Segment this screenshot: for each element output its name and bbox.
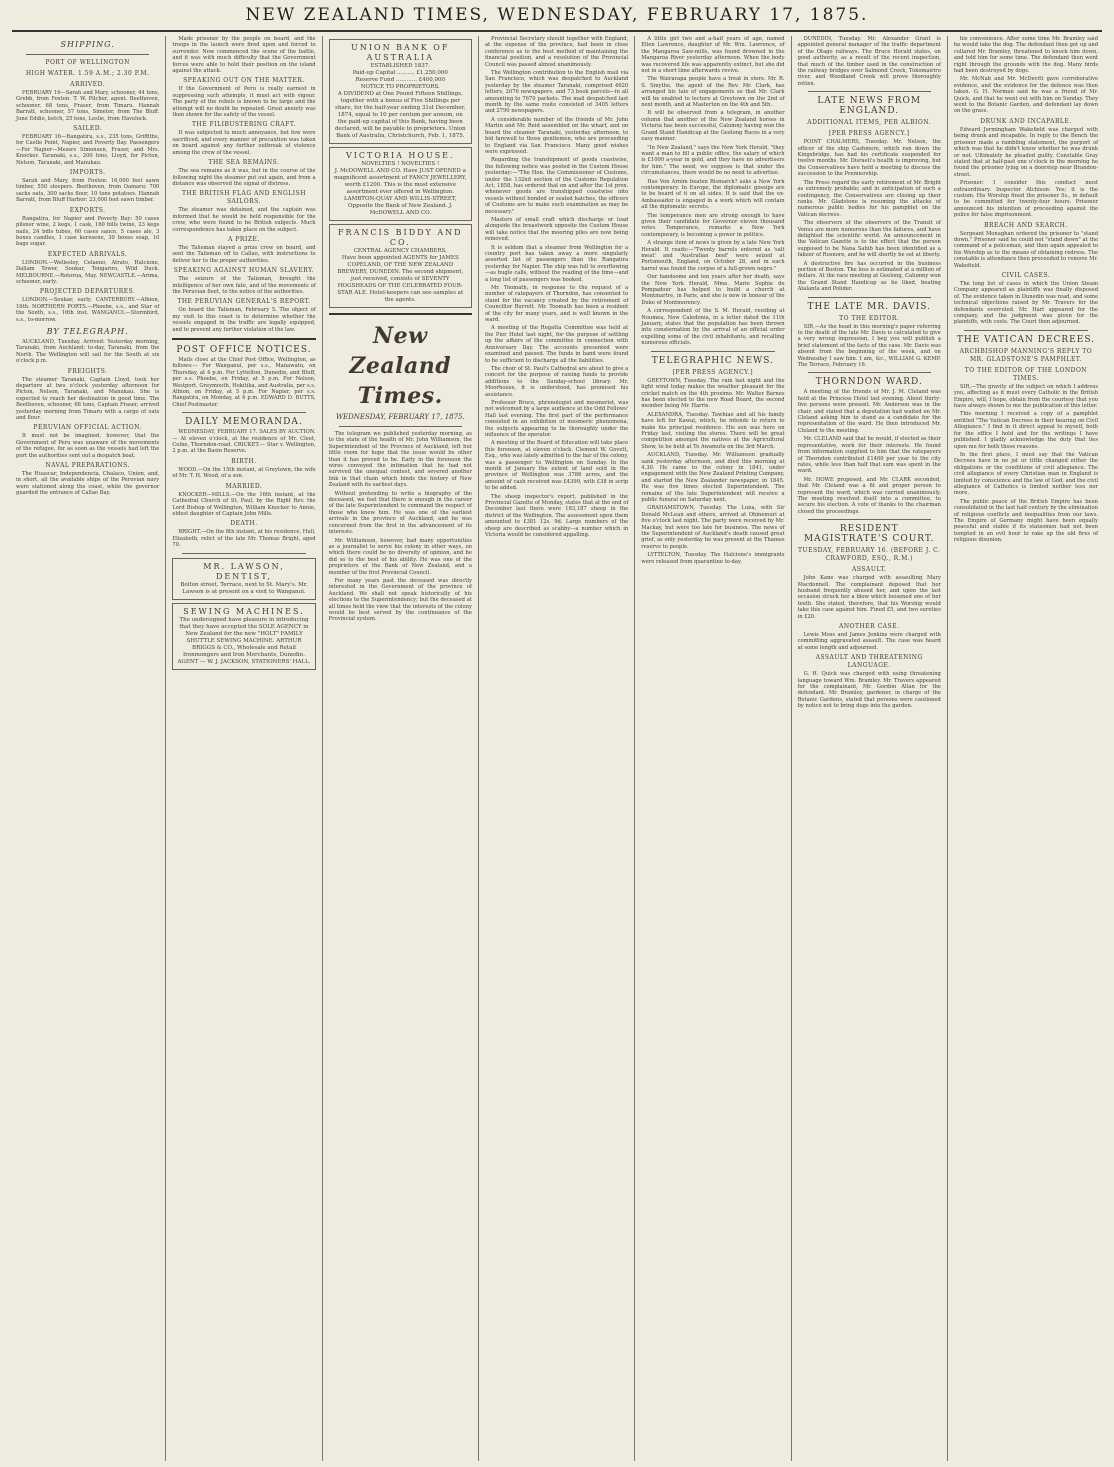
shipping-heading: SHIPPING. — [60, 40, 115, 49]
court-text: John Kane was charged with assaulting Mary Macdonnell. The complainant deposed that her husband frequently abused her, and upon the last occasion struck her a blow which loosened one of her teeth. She stated, therefore, that his Worship would take this case against him. Fined £5, and two sureties in £20. — [797, 575, 941, 620]
newspaper-nameplate: New Zealand Times. — [349, 323, 452, 409]
late-mr-davis-heading: THE LATE MR. DAVIS. — [807, 301, 931, 312]
court-text: The long list of cases in which the Union Steam Company appeared as plaintiffs was finally disposed of. The evidence taken in Dunedin was read, and some technical objections raised by Mr. Travers for the defendants overruled. Mr. Hart appeared for the company, and the judgment was given for the plaintiffs, with costs. The Court then adjourned. — [953, 281, 1099, 326]
editorial-text: For many years past the deceased was directly interested in the Government of the province of Auckland. We shall not speak historically of his elections to the Superintendency; but the deceased at all times held the view that the interests of the colony would be best served by the continuance of the Provincial system. — [328, 577, 472, 623]
tide-times: HIGH WATER. 1.59 A.M.; 2.30 P.M. — [25, 70, 150, 77]
article-text: It is seldom that a steamer from Wellington for a country port has taken away a more singularly assorted list of passengers than the Rangatira yesterday for Napier. The ship was full to overflowing—as bugle calls, without the reading of the time—and a long list of passengers was booked. — [484, 244, 629, 283]
article-text: If the Government of Peru is really earnest in suppressing such attempts, it must act with vigour. The party of the rebels is known to be large and the attempt will no doubt be repeated. Great anxiety was then shown for the safety of the vessel. — [172, 86, 316, 119]
court-text: Prisoner: I consider this conduct most extraordinary. Inspector Atchison: Yes; it is the custom. His Worship fined the prisoner 5s., in default to be committed for twenty-four hours. Prisoner announced his intention of proceeding against the police for false imprisonment. — [953, 180, 1099, 219]
column-6 — [792, 36, 948, 1461]
article-text: The sea remains as it was, but in the course of the following night the steamer put out again, and from a distance was observed the signal of distress. — [172, 168, 316, 187]
imports-text: Sarah and Mary, from Foxton: 16,000 feet sawn timber, 550 sleepers. Beethoven, from Oamaru: 700 sacks oats, 300 sacks flour, 10 tons potatoes. Hannah Barratt, from Bluff Harbor: 23,000 feet sawn timber. — [16, 178, 160, 204]
telegram-text: DUNEDIN, Tuesday. Mr. Alexander Grant is appointed general manager of the traffic department of the Otago railways. The Bruce Herald states, on good authority, as a result of the recent inspection, that much of the timber used in the construction of the railway bridges over Salmond Creek, Tokomairiro river, and Woodland Creek will prove thoroughly rotten. — [797, 36, 941, 87]
union-bank-established: ESTABLISHED 1837. — [370, 63, 431, 69]
arrived-text: FEBRUARY 16—Sarah and Mary, schooner, 44 tons, Grebb, from Foxton. T. W. Pilcher, agent. Beethoven, schooner, 68 tons, Fraser, from Timaru. Hannah Barratt, schooner, 57 tons, Simeter, from The Bluff. June Eddie, ketch, 25 tons, Leslie, from Havelock. — [16, 90, 160, 122]
article-text: The choir of St. Paul's Cathedral are about to give a concert for the purpose of raising funds to provide additions to the Sunday-school library. Mr. Moorhouse, it is understood, has promised his assistance. — [484, 365, 629, 398]
telegram-text: ALEXANDRA, Tuesday. Tawhiao and all his family have left for Kawai, which, he intends to return to make his principal residence. His son was here on Friday last, visiting the stores. There will be great competition amongst the natives at the Agricultural Show, to be held at Te Awamutu on the 3rd March. — [641, 411, 785, 450]
court-text: Sergeant Monaghan ordered the prisoner to "stand down." Prisoner said he could not "stand down" at the command of a policeman, and then again appealed to his Worship as to the means of obtaining redress. The constable is attendance then proceeded to remove Mr. Wakefield. — [953, 230, 1099, 269]
arrived-heading: ARRIVED. — [70, 81, 106, 88]
court-text: his convenience. After some time Mr. Bramley said he would take the dog. The defendant then got up and collared Mr. Bramley, threatened to knock him down, and told him for some time. The defendant then went right through the grounds with the dog. Many birds had been destroyed by dogs. — [953, 36, 1099, 75]
column-2 — [166, 36, 322, 1461]
case-heading: ANOTHER CASE. — [839, 623, 900, 630]
to-the-editor: TO THE EDITOR. — [839, 314, 900, 322]
naval-text: The Huascar, Independencia, Chalaco, Union, and, in short, all the available ships of the Peruvian navy were stationed along the coast, while the governor guarded the entrance of Callao Bay. — [16, 471, 160, 497]
masthead: NEW ZEALAND TIMES, WEDNESDAY, FEBRUARY 17, 1875. — [245, 5, 869, 25]
editorial-text: Without pretending to write a biography of the deceased, we feel that there is enough in the career of the late Superintendent to command the respect of those who knew him. He was one of the earliest arrivals in the province of Auckland, and he was concerned from the first in the advancement of its interests. — [328, 490, 472, 536]
article-text: The Press regard the early retirement of Mr. Bright as extremely probable; and in anticipation of such a contingency, the Conservatives are closing up their ranks. Mr. Gladstone is resuming the attacks of numerous public bodies for his pamphlet on the Vatican decrees. — [797, 179, 941, 218]
birth-heading: BIRTH. — [231, 457, 257, 465]
article-text: POINT CHALMERS, Tuesday. Mr. Nelson, the officer of the ship Cashmere, which ran down the Kingsbridge, has had his certificate suspended for twelve months. Mr. Disraeli's health is improving, but the Conservatives have held a meeting to discuss the succession to the Premiership. — [797, 139, 941, 178]
article-text: Masters of small craft which discharge or load alongside the breastwork opposite the Custom House will take notice that the mooring piles are now being removed. — [484, 216, 629, 243]
press-agency-credit: [PER PRESS AGENCY.] — [829, 130, 910, 138]
column-5 — [635, 36, 791, 1461]
article-text: On board the Talisman, February 5. The object of my visit to this coast is to determine whether the vessels engaged in the traffic are legally equipped, and to prevent any further violation of the law. — [172, 307, 316, 333]
projected-departures-text: LONDON.—Soukar, early. CANTERBURY.—Albion, 16th. NORTHERN PORTS.—Phoebe, s.s., and Star of the South, s.s., 16th inst. WANGANUI.—Stormbird, s.s., to-morrow. — [16, 297, 160, 323]
sewing-ad-text: The undersigned have pleasure in introducing that they have accepted the SOLE AGENCY in New Zealand for the new "HOLT" FAMILY SHUTTLE SEWING MACHINE. ARTHUR BRIGGS & CO., Wholesale and Retail Ironmongers and Iron Merchants, Dunedin. AGENT — W. J. JACKSON, STATIONERS' HALL. — [177, 616, 311, 665]
letter-text: SIR,—The gravity of the subject on which I address you, affecting as it must every Catholic in the British Empire, will, I hope, obtain from the courtesy that you have always shown to me the publication of this letter. — [953, 383, 1099, 410]
case-heading: ASSAULT AND THREATENING LANGUAGE. — [815, 654, 923, 670]
telegraphic-news-heading: TELEGRAPHIC NEWS. — [651, 355, 774, 366]
dentist-ad — [172, 558, 315, 600]
brewery-ad-sub: CENTRAL AGENCY CHAMBERS, — [353, 248, 447, 254]
article-text: Professor Bruce, phrenologist and mesmerist, was not welcomed by a large audience at the Odd Fellows' Hall last evening. The first part of the performance consisted in an exhibition of mesmeric phenomena, the subjects appearing to be thoroughly under the influence of the operator. — [484, 399, 629, 438]
union-bank-text: A DIVIDEND at One Pound Fifteen Shillings, together with a bonus of Five Shillings per share, for the half-year ending 31st December, 1874, equal to 10 per centum per annum, on the paid-up capital of this Bank, having been declared, will be payable to proprietors. Union Bank of Australia, Christchurch, Feb. 1, 1875. — [334, 91, 466, 139]
article-text: The Talisman stayed a prize crew on board, and sent the Talisman off to Callao, with instructions to deliver her to the proper authorities. — [172, 244, 316, 264]
letter-text: In the first place, I must say that the Vatican Decrees have in no jot or tittle changed either the obligations or the conditions of civil allegiance. The civil allegiance of every Christian man in England is limited by conscience and the law of God, and the civil allegiance of Catholics is limited neither less nor more. — [953, 451, 1099, 497]
post-office-text: Mails close at the Chief Post Office, Wellington, as follows:— For Wanganui, per s.s., Manawatu, on Thursday, at 4 p.m. For Lyttelton, Dunedin, and Bluff, per s.s. Phoebe, on Friday, at 5 p.m. For Nelson, Westport, Greymouth, Hokitika, and Australia, per s.s. Albion, on Friday, at 5 p.m. For Napier, per s.s. Rangatira, on Monday, at 4 p.m. EDWARD D. BUTTS, Chief Postmaster. — [172, 357, 316, 408]
court-text: Edward Jermingham Wakefield was charged with being drunk and incapable. In reply to the Bench the prisoner made a rambling statement, the purport of which was that he didn't know whether he was drunk or not. Ultimately he pleaded guilty. Constable Gray stated that at half-past one o'clock in the morning he found the prisoner lying on a doorstep near Brandon-street. — [953, 126, 1099, 178]
case-heading: BREACH AND SEARCH. — [984, 221, 1068, 229]
article-text: The Wairarapa people have a treat in store. Mr. R. S. Smythe, the agent of the Rev. Mr. Clark, has arranged his tale of engagements so that Mr. Clark will be enabled to lecture at Greytown on the 2nd of next month, and at Masterton on the 4th and 5th. — [641, 76, 785, 109]
section-heading: SPEAKING AGAINST HUMAN SLAVERY. — [173, 267, 315, 275]
section-heading: THE PERUVIAN GENERAL'S REPORT. — [177, 298, 311, 306]
divider — [651, 351, 774, 352]
brewery-ad-text: Have been appointed AGENTS for JAMES COPELAND, OF THE NEW ZEALAND BREWERY, DUNEDIN. The second shipment, just received, consists of SEVENTY HOGSHEADS OF THE CELEBRATED FOUR-STAR ALE. Hotel-keepers can see samples at the agents. — [337, 255, 464, 303]
sewing-machine-ad — [172, 603, 315, 670]
divider — [329, 313, 472, 315]
divider — [964, 330, 1088, 331]
union-bank-title: UNION BANK OF AUSTRALIA — [351, 43, 450, 62]
article-text: The observers of the observers of the Transit of Venus are more numerous than the failures, and have delighted the scientific world. An announcement in the Vatican Gazette is to the effect that the person supposed to be Nana Sahib has been identified as a fakeer of Rosnore, and he will shortly be set at liberty. — [797, 220, 941, 259]
by-telegraph-heading: BY TELEGRAPH. — [46, 326, 129, 336]
editorial-text: Mr. Williamson, however, had many opportunities as a journalist to serve his colony in other ways, on which there could be no diversity of opinion, and he did so to the best of his ability. He was one of the proprietors of the Bank of New Zealand, and a member of the first Provincial Council. — [328, 537, 472, 576]
late-news-heading: LATE NEWS FROM ENGLAND. — [817, 96, 922, 117]
thorndon-ward-heading: THORNDON WARD. — [815, 377, 923, 388]
by-telegraph-text: AUCKLAND, Tuesday. Arrived: Yesterday morning, Taranaki, from Auckland; to-day, Taranaki, from the North. The Wellington will sail for the South at six o'clock p.m. — [16, 338, 160, 365]
article-text: Has Von Arnim beaten Bismarck? asks a New York contemporary. In Europe, the diplomatic gossips are to be heard of it on all sides. It is said that the ex-Ambassador is engaged in a work which will contain all the diplomatic secrets. — [641, 178, 785, 211]
dentist-ad-title: MR. LAWSON, DENTIST, — [203, 561, 285, 581]
column-3 — [323, 36, 479, 1461]
case-heading: CIVIL CASES. — [1001, 272, 1051, 279]
magistrates-court-heading: RESIDENT MAGISTRATE'S COURT. — [803, 524, 935, 545]
married-heading: MARRIED. — [225, 482, 263, 490]
memoranda-heading: DAILY MEMORANDA. — [185, 417, 303, 428]
divider — [339, 426, 462, 427]
freights-heading: FREIGHTS. — [67, 367, 108, 375]
case-heading: ASSAULT. — [852, 566, 887, 574]
naval-heading: NAVAL PREPARATIONS. — [45, 462, 130, 470]
editorial-dateline: WEDNESDAY, FEBRUARY 17, 1875. — [335, 413, 465, 421]
section-heading: A PRIZE. — [228, 235, 260, 243]
column-4 — [479, 36, 635, 1461]
court-text: Lewis Moss and James Jenkins were charged with committing aggravated assault. The case was heard at some length and adjourned. — [797, 632, 941, 651]
court-text: Mr. McNab and Mr. McDevitt gave corroborative evidence, and the evidence for the defence was then taken. G. H. Norman said he was a friend of Mr. Quick, and that he went out with him on Sunday. They went to the Botanic Garden, and defendant lay down on the grass. — [953, 76, 1099, 115]
article-text: It was subjected to much annoyance, but few were sacrificed, and every manner of precaution was taken on board against any further outbreak of violence among the crew of the vessel. — [172, 130, 316, 156]
sailed-heading: SAILED. — [73, 125, 103, 133]
divider — [182, 553, 305, 554]
letter-text: The public peace of the British Empire has been consolidated in the last half century by the elimination of religious conflicts and inequalities from our laws. The Empire of Germany might have been equally peaceful and stable if its statesmen had not been tempted in an evil hour to rake up the old fires of religious disunion. — [953, 498, 1099, 544]
victoria-house-text: J. McDOWELL AND CO. Have JUST OPENED a magnificent assortment of FANCY JEWELLERY, worth £1200. This is the most extensive assortment ever offered in Wellington. LAMBTON-QUAY AND WILLIS-STREET, Opposite the Bank of New Zealand. J. McDOWELL AND CO. — [334, 168, 467, 216]
expected-arrivals-heading: EXPECTED ARRIVALS. — [47, 250, 128, 258]
victoria-house-title: VICTORIA HOUSE. — [345, 151, 455, 160]
press-agency-credit: [PER PRESS AGENCY.] — [672, 368, 754, 376]
exports-heading: EXPORTS. — [69, 206, 106, 214]
divider — [808, 372, 931, 373]
article-text: The temperance men are strong enough to have given their candidate for Governor eleven thousand votes. Temperance, remarks a New York contemporary, is becoming a power in politics. — [641, 212, 785, 238]
article-text: Mr. HOWE proposed, and Mr. CLARK seconded, that Mr. Cleland was a fit and proper person to represent the ward, which was carried unanimously. The meeting resolved itself into a committee, to secure his election. A vote of thanks to the chairman closed the proceedings. — [797, 476, 941, 515]
article-text: A meeting of the friends of Mr. J. M. Cleland was held at the Princess Hotel last evening. About thirty-five persons were present. Mr. Anderson was in the chair, and stated that a deputation had waited on Mr. Cleland asking him to stand as a candidate for the representation of the ward. He then introduced Mr. Cleland to the meeting. — [797, 389, 941, 434]
birth-text: WOOD.—On the 15th instant, at Greytown, the wife of Mr. T. H. Wood, of a son. — [172, 466, 316, 480]
section-heading: THE SEA REMAINS. — [208, 159, 280, 167]
masthead-rule — [12, 30, 1102, 32]
article-text: A meeting of the Regatta Committee was held at the Pier Hotel last night, for the purpose of settling up the affairs of the committee in connection with Anniversary Day. The accounts presented were examined and passed. The funds in hand were found to be sufficient to discharge all the liabilities. — [484, 325, 629, 364]
article-text: Mr. CLELAND said that he would, if elected as their representative, work for their interests. He found from information supplied to him that the ratepayers of Thorndon contributed £1400 per year to the city rates, while less than half that sum was spent in the ward. — [797, 436, 941, 475]
case-heading: DRUNK AND INCAPABLE. — [980, 117, 1072, 125]
victoria-house-sub: NOVELTIES ! NOVELTIES ! — [361, 161, 440, 167]
union-bank-reserve: Reserve Fund ............ £400,000 — [355, 77, 445, 83]
article-text: Mr. Toomath, in response to the request of a number of ratepayers of Thorndon, has consented to stand for the vacancy created by the retirement of Councillor Burrett. Mr. Toomath has been a resident of the city for many years, and is well known in the ward. — [484, 285, 629, 324]
article-text: A little girl two and a-half years of age, named Ellen Lawrence, daughter of Mr. Wm. Lawrence, of the Mangaroa Saw-mills, was found drowned in the Mangaroa River yesterday afternoon. When the body was recovered life was apparently extinct, but she did not in a short time afterwards revive. — [641, 36, 785, 75]
article-text: The Wellington contribution to the English mail via San Francisco, which was despatched to Auckland yesterday by the steamer Taranaki, comprised 4620 letters, 2076 newspapers, and 73 book parcels—in all amounting to 7679 packets. The mail despatched last month by the same route consisted of 3405 letters and 2790 newspapers. — [484, 70, 629, 115]
letter-addressee: TO THE EDITOR OF THE LONDON TIMES. — [964, 366, 1088, 382]
article-text: "In New Zealand," says the New York Herald, "they want a man to fill a public office, the salary of which is £1000 a-year in gold, and they have no advertisers for him." The need, we suppose is that under the circumstances, there would be no need to advertise. — [641, 144, 785, 177]
article-text: A strange item of news is given by a late New York Herald. It reads:—"Twenty barrels entered as 'salt meat' and 'Australian beef' were seized at Portsmouth, England, on October 28, and in each barrel was found the corpse of a full-grown negro." — [641, 240, 785, 272]
union-bank-ad — [329, 39, 472, 144]
court-text: G. H. Quick was charged with using threatening language toward Wm. Bramley. Mr. Travers appeared for the complainant, Mr. Gordon Allan for the defendant. Mr. Bramley, gardener, in charge of the Botanic Gardens, stated that persons were cautioned by notice not to bring dogs into the garden. — [797, 671, 941, 710]
article-text: Provincial Secretary should together with England, at the expense of the province, had been in close conference as to the best method of maintaining the financial position, and a resolution of the Provincial Council was passed almost unanimously. — [484, 36, 629, 68]
article-text: Our handsome and ten years after her death, says the New York Herald, Mme. Marie Sophie de Pompadour has helped to build a church at Montmartre, in Paris, and she is now in honour of the Duke of Montmorency. — [641, 274, 785, 306]
article-text: The seizure of the Talisman, brought the intelligence of her own fate, and of the movements of the Peruvian fleet, to the notice of the authorities. — [172, 276, 316, 295]
divider — [808, 91, 931, 92]
exports-text: Rangatira, for Napier and Poverty Bay: 50 cases pilsner wine, 2 kegs, 1 cask, 160 bills twine, 23 kegs nails, 24 bdls tubes, 60 cases sauce, 5 cases ale, 3 boxes candles, 1 case kerosene, 30 boxes soap, 10 bags sugar. — [16, 215, 160, 248]
divider — [808, 519, 931, 520]
freights-text: The steamer Taranaki, Captain Lloyd, took her departure at two o'clock yesterday afternoon for Picton, Nelson, Taranaki, and Manukau. She is expected to reach her destination in good time. The Beethoven, schooner, 68 tons, Captain Fraser, arrived yesterday morning from Timaru with a cargo of oats and flour. — [16, 376, 160, 422]
telegram-text: AUCKLAND, Tuesday. Mr. Williamson gradually sank yesterday afternoon, and died this morning at 4.30. He came to the colony in 1841, under engagement with the New Zealand Printing Company, and started the New Zealander newspaper, in 1845. He was five times elected Superintendent. The remains of the late Superintendent will receive a public funeral on Saturday next. — [641, 452, 785, 503]
married-text: KNOCKER—MILLS.—On the 16th instant, at the Cathedral Church of St. Paul, by the Right Rev. the Lord Bishop of Wellington, William Knocker to Annie, eldest daughter of Captain John Mills. — [172, 491, 316, 517]
divider — [172, 338, 315, 340]
sailed-text: FEBRUARY 16—Rangatira, s.s., 235 tons, Griffiths, for Castle Point, Napier, and Poverty Bay. Passengers—For Napier—Messrs Simonsen, Fraser, and Mrs. Knocker. Taranaki, s.s., 200 tons, Lloyd, for Picton, Nelson, Taranaki, and Manukau. — [16, 134, 160, 166]
vatican-subheading: ARCHBISHOP MANNING'S REPLY TO MR. GLADSTONE'S PAMPHLET. — [959, 347, 1093, 363]
letter-text: SIR,—As the head in this morning's paper referring to the death of the late Mr. Davis is calculated to give a very wrong impression, I beg you will publish a brief statement of the facts of the case. Mr. Davis was absent from the beginning of the week, and on Wednesday I saw him. I am, &c., WILLIAM G. KEMP. The Terrace, February 16. — [797, 323, 941, 369]
dentist-ad-text: Bolton street, Terrace, next to St. Mary's. Mr. Lawson is at present on a visit to Wanganui. — [180, 581, 308, 595]
divider — [182, 412, 305, 413]
brewery-ad-title: FRANCIS BIDDY AND CO. — [338, 228, 463, 247]
peruvian-heading: PERUVIAN OFFICIAL ACTION. — [33, 424, 142, 432]
section-heading: SPEAKING OUT ON THE MATTER. — [183, 77, 305, 85]
telegram-text: GREYTOWN, Tuesday. The rain last night and the light wind today makes the weather pleasant for the cricket match on the 4th proximo. Mr. Walter Barnes has been elected to the new Road Board, the second member being Mr. Harris. — [641, 377, 785, 410]
telegram-text: LYTTELTON, Tuesday. The Halcione's immigrants were released from quarantine to-day. — [641, 552, 785, 565]
divider — [808, 297, 931, 298]
death-text: BRIGHT.—On the 8th instant, at his residence, Hull, Elizabeth, relict of the late Mr. Thomas Bright, aged 70. — [172, 529, 316, 549]
section-heading: THE BRITISH FLAG AND ENGLISH SAILORS. — [181, 190, 306, 206]
union-bank-notice: NOTICE TO PROPRIETORS. — [360, 84, 440, 90]
telegram-text: GRAHAMSTOWN, Tuesday. The Luna, with Sir Donald McLean and others, arrived at Ohinemuri at five o'clock last night. The party were received by Mr. Mackay, but were too late for business. The news of the Superintendent of Auckland's death caused great grief, as only yesterday he was present at the Thames reserve to people. — [641, 505, 785, 550]
article-text: A correspondent of the S. M. Herald, residing at Noumea, New Caledonia, in a letter dated the 11th January, states that the population has been thrown into consternation by the arrival of an official order expelling some of the civil inhabitants, and recalling numerous officials. — [641, 308, 785, 347]
memoranda-text: WEDNESDAY, FEBRUARY 17. SALES BY AUCTION.— At eleven o'clock, at the residence of Mr. Cleet, Colne, Thorndon-road. CRICKET.— Star v. Wellington, 2 p.m. at the Basin Reserve. — [172, 429, 316, 455]
letter-text: This morning I received a copy of a pamphlet entitled "The Vatican Decrees in their bearing on Civil Allegiance." I find in it direct appeal to myself, both for the office I hold and for the writings I have published. I gladly acknowledge the duty that lies upon me for both those reasons. — [953, 411, 1099, 450]
article-text: Made prisoner by the people on board, and the troops in the launch were fired upon and forced to surrender. Now commenced the scene of the battle, and it was with much difficulty that the Government forces were able to hold their position on the island against the attack. — [172, 36, 316, 75]
imports-heading: IMPORTS. — [69, 169, 106, 177]
peruvian-text: It must not be imagined, however, that the Government of Peru was unaware of the movements of the refugee, for as soon as the vessels had left the port the authorities sent out a despatch boat. — [16, 433, 160, 459]
section-heading: THE FILIBUSTERING CRAFT. — [192, 121, 296, 129]
article-text: A meeting of the Board of Education will take place this forenoon, at eleven o'clock. Clement W. Govett, Esq., who was lately admitted to the bar of the colony, was a passenger to Wellington on Sunday. In the month of January the extent of land sold in the province of Wellington was 3786 acres, and the amount of cash received was £4399, with £38 in scrip to be added. — [484, 440, 629, 492]
post-office-heading: POST OFFICE NOTICES. — [176, 345, 312, 355]
victoria-house-ad — [329, 147, 472, 221]
article-text: The steamer was detained, and the captain was informed that he would be held responsible for the crew, who were found to be British subjects. Much correspondence has taken place on the subject. — [172, 207, 316, 233]
union-bank-capital: Paid-up Capital .......... £1,250,000 — [352, 70, 448, 76]
expected-arrivals-text: LONDON.—Wellesley, Celaeno, Atrato, Halcione, Dallam Tower, Soukar, Tongariro, Wild Duck. MELBOURNE.—Rotorua, May. NEWCASTLE.—Arima, schooner, early. — [16, 259, 160, 285]
column-1 — [10, 36, 166, 1461]
port-heading: PORT OF WELLINGTON — [45, 59, 130, 66]
editorial-text: The telegram we published yesterday morning, as to the state of the health of Mr. John Williamson, the Superintendent of the Province of Auckland, left but little room for hope that the issue would be other than it has proved to be. Early in the forenoon the wires conveyed the intimation that he had not survived the unequal contest, and severed another link in that chain which binds the history of New Zealand with its earliest days. — [328, 431, 472, 489]
article-text: The sheep inspector's report, published in the Provincial Gazette of Monday, states that at the end of December last there were 183,187 sheep in the district of the Wellington. The assessment upon them amounted to £381 12s. 9d. Large numbers of the sheep are described as scabby—a number which in Victoria would be considered appalling. — [484, 493, 629, 539]
article-text: It will be observed from a telegram, in another column that another of the New Zealand horses in Victoria has been successful, Calumny having won the Grand Stand Handicap at the Geelong Races in a very easy manner. — [641, 110, 785, 143]
article-text: A destructive fire has occurred in the business portion of Boston. The loss is estimated at a million of dollars. At the race meeting at Geelong, Calumny won the Grand Stand Handicap as he liked, beating Atalanta and Polider. — [797, 260, 941, 293]
article-text: Regarding the transhipment of goods coastwise, the following notice was posted in the Custom House yesterday:—"The Hon. the Commissioner of Customs, under the 132nd section of the Customs Regulation Act, 1858, has ordered that on and after the 1st prox. whenever goods are transhipped coastwise into vessels without bonded or sealed hatches, the officers of Customs are to make such examination as may be necessary." — [484, 157, 629, 215]
projected-departures-heading: PROJECTED DEPARTURES. — [39, 288, 136, 296]
divider — [26, 54, 149, 55]
late-news-subheading: ADDITIONAL ITEMS, PER ALBION. — [807, 119, 932, 127]
vatican-decrees-heading: THE VATICAN DECREES. — [956, 334, 1096, 345]
sewing-ad-title: SEWING MACHINES. — [183, 606, 305, 616]
columns — [10, 36, 1104, 1461]
article-text: A considerable number of the friends of Mr. John Martin and Mr. Reid assembled on the wharf, and on board the steamer Taranaki, yesterday afternoon, to bid farewell to those gentlemen, who are proceeding to England via San Francisco. Many good wishes were expressed. — [484, 116, 629, 155]
brewery-ad — [329, 224, 472, 308]
death-heading: DEATH. — [230, 520, 258, 528]
column-7 — [948, 36, 1104, 1461]
court-date: TUESDAY, FEBRUARY 16. (BEFORE J. C. CRAWFORD, ESQ., R.M.) — [798, 547, 941, 563]
